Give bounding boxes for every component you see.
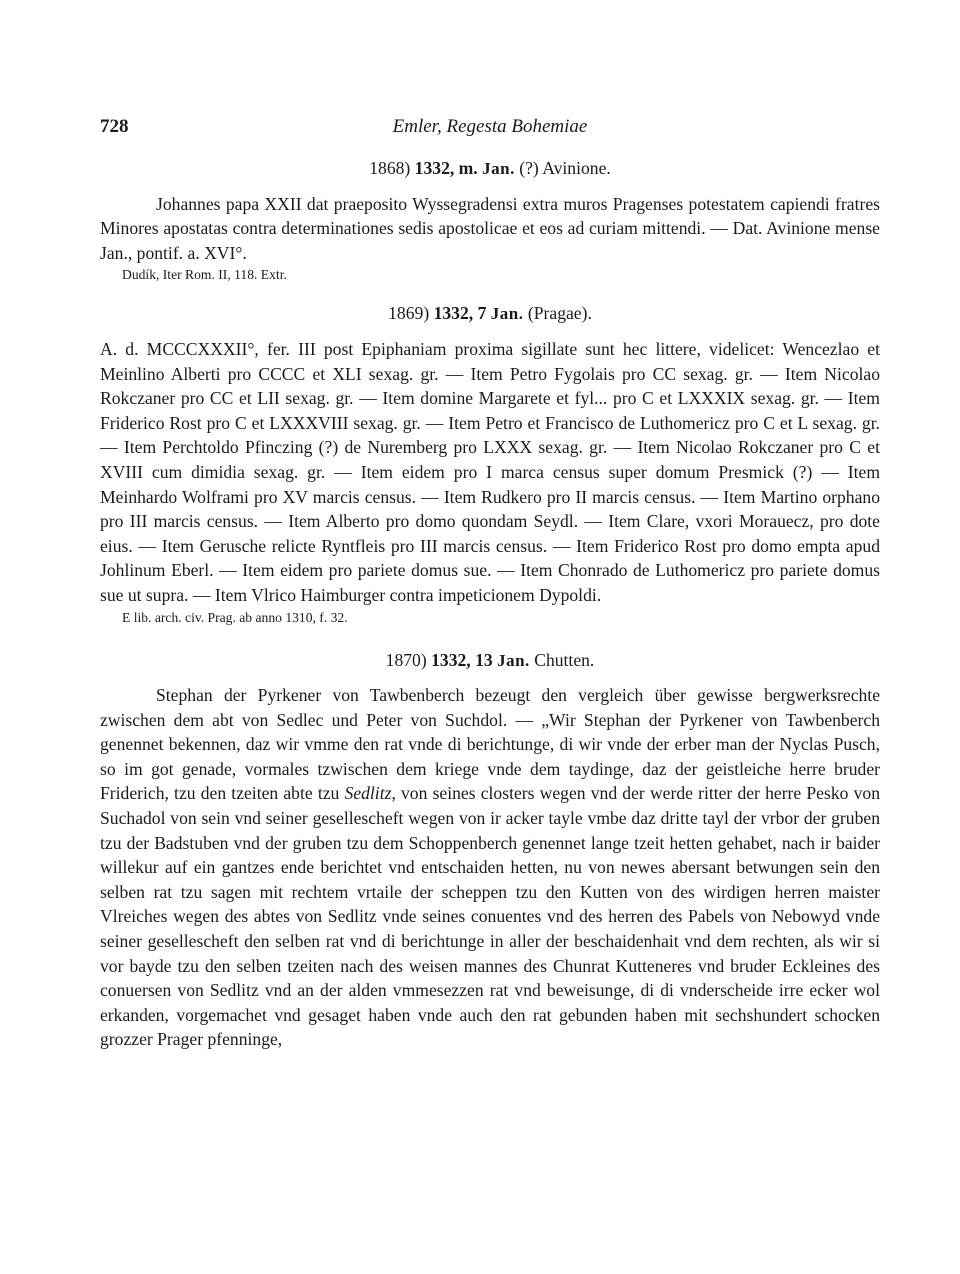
entry-month: Jan. (490, 304, 524, 324)
entry-text: Johannes papa XXII dat praeposito Wyssegradensi extra muros Pragenses potestatem capiendi fratres Minores apostatas contra determinationes sedis apostolicae et eos ad curiam mittendi. — Dat. Avinione mense Jan., pontif. a. XVI°. (100, 193, 880, 263)
entry-text: A. d. MCCCXXXII°, fer. III post Epiphaniam proxima sigillate sunt hec littere, videlicet: Wencezlao et Meinlino Alberti pro CCCC et XLI sexag. gr. — Item Petro Fygolais pro CC sexag. gr. — Item Nicolao Rokczaner pro CC et LII sexag. gr. — Item domine Margarete et fyl... pro C et LXXXIX sexag. gr. — Item Friderico Rost pro C et LXXXVIII sexag. gr. — Item Petro et Francisco de Luthomericz pro C et L sexag. gr. — Item Perchtoldo Pfinczing (?) de Nuremberg pro LXXX sexag. gr. — Item Nicolao Rokczaner pro C et XVIII cum dimidia sexag. gr. — Item eidem pro I marca census super domum Presmick (?) — Item Meinhardo Wolframi pro XV marcis census. — Item Rudkero pro II marcis census. — Item Martino orphano pro III marcis census. — Item Alberto pro domo quondam Seydl. — Item Clare, vxori Morauecz, pro dote eius. — Item Gerusche relicte Ryntfleis pro III marcis census. — Item Friderico Rost pro domo empta apud Johlinum Eberl. — Item eidem pro pariete domus sue. — Item Chonrado de Luthomericz pro pariete domus sue ut supra. — Item Vlrico Haimburger contra impeticionem Dypoldi. (100, 338, 880, 605)
entry-source: Dudík, Iter Rom. II, 118. Extr. (122, 267, 287, 283)
regest-entry (100, 156, 880, 285)
entry-number: 1869) (388, 303, 430, 324)
entry-text (100, 683, 880, 1052)
entry-text-part: Stephan der Pyrkener von Tawbenberch bezeugt den vergleich über gewisse bergwerksrechte zwischen dem abt von Sedlec und Peter von Suchdol. — „Wir Stephan der Pyrkener von Tawbenberch genennet bekennen, daz wir vmme den rat vnde di berichtunge, di wir vnde der erber man der Nyclas Pusch, so im got genade, vormales tzwischen dem kriege vnde dem taydinge, daz der geistleiche herre bruder Friderich, tzu den tzeiten abte tzu (100, 685, 880, 804)
entry-heading (100, 648, 880, 674)
entry-source: E lib. arch. civ. Prag. ab anno 1310, f. 32. (122, 609, 348, 625)
entry-place: (?) Avinione. (519, 158, 611, 178)
page-number: 728 (100, 116, 129, 137)
entry-text-part: , von seines closters wegen vnd der werde ritter der herre Pesko von Suchadol von sein vnd seiner gesellescheft wegen von ir acker tayle vmbe daz dritte tayl der vrbor der gruben tzu der Badstuben vnd der gruben tzu dem Schoppenberch genennet lange tzeit hetten gehabet, nach ir baider willekur auf ein gantzes ende berichtet vnd entschaiden hetten, nu von newes abersant betwungen sein den selben rat tzu sagen mit rechtem vrtaile der scheppen tzu den Kutten von des wirdigen herren maister Vlreiches wegen des abtes von Sedlitz vnde seines conuentes vnd des herren des Pabels von Nebowyd vnde seiner gesellescheft den selben rat vnd di berichtunge in aller der beschaidenhait vnd dem rechten, als wir si vor bayde tzu den selben tzeiten nach des weisen mannes des Chunrat Kutteneres vnd bruder Eckleines des conuersen von Sedlitz vnd an der alden vmmesezzen rat vnd beweisunge, di di vnderscheide irre ecker wol erkanden, vorgemachet vnd gesaget haben vnde auch den rat gebunden haben mit sechshundert schocken grozzer Prager pfenninge, (100, 783, 880, 1050)
entry-place: Chutten. (534, 649, 595, 670)
entry-date: 1332, 13 (431, 649, 493, 670)
running-head: Emler, Regesta Bohemiae (392, 116, 588, 137)
regest-entry (100, 648, 880, 1053)
document-body (100, 156, 880, 1066)
entry-date: 1332, m. (414, 158, 478, 178)
entry-place: (Pragae). (527, 303, 592, 324)
entry-heading (100, 156, 880, 182)
page-header (100, 116, 880, 142)
entry-number: 1868) (369, 158, 411, 178)
entry-number: 1870) (385, 649, 427, 670)
regest-entry (100, 301, 880, 627)
entry-text-italic: Sedlitz (344, 783, 392, 804)
entry-month: Jan. (497, 650, 530, 670)
entry-month: Jan. (482, 159, 515, 178)
entry-date: 1332, 7 (433, 303, 487, 324)
entry-heading (100, 301, 880, 327)
